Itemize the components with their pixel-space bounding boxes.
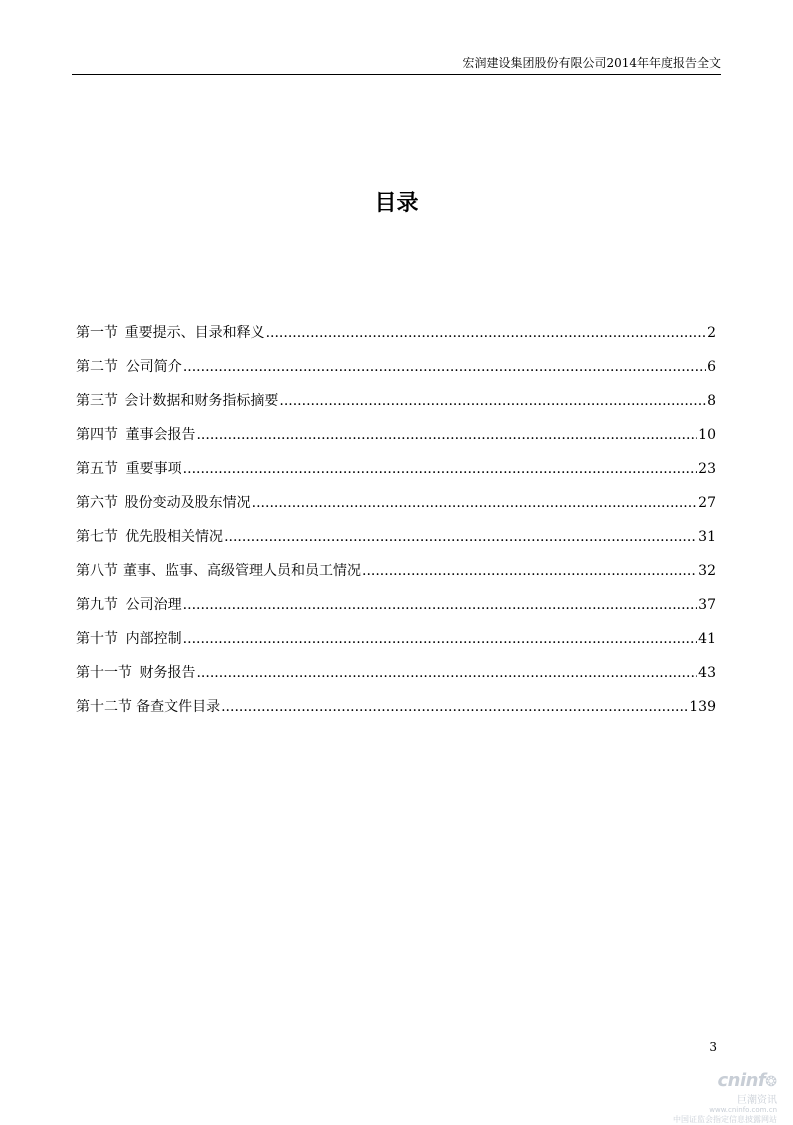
toc-row[interactable] bbox=[76, 696, 716, 730]
toc-section: 第六节 bbox=[76, 495, 118, 511]
toc-row[interactable] bbox=[76, 322, 716, 356]
toc-page-number: 6 bbox=[707, 359, 716, 375]
toc-section: 第七节 bbox=[76, 529, 118, 545]
toc-leader-dots bbox=[183, 594, 698, 616]
toc-title: 备查文件目录 bbox=[136, 699, 221, 715]
toc-title: 董事、监事、高级管理人员和员工情况 bbox=[123, 563, 361, 579]
toc-row[interactable] bbox=[76, 424, 716, 458]
watermark-cn-name: 巨潮资讯 bbox=[737, 1095, 777, 1106]
toc-row[interactable] bbox=[76, 492, 716, 526]
toc-row[interactable] bbox=[76, 390, 716, 424]
toc-leader-dots bbox=[362, 560, 697, 582]
toc-row[interactable] bbox=[76, 628, 716, 662]
toc-title: 会计数据和财务指标摘要 bbox=[124, 393, 279, 409]
toc-leader-dots bbox=[183, 628, 698, 650]
toc-page-number: 8 bbox=[707, 393, 716, 409]
watermark-tagline: 中国证监会指定信息披露网站 bbox=[673, 1115, 777, 1124]
toc-section: 第一节 bbox=[76, 325, 118, 341]
toc-page-number: 43 bbox=[698, 665, 716, 681]
toc-page-number: 32 bbox=[698, 563, 716, 579]
toc-section: 第四节 bbox=[76, 427, 118, 443]
page-title: 目录 bbox=[374, 191, 419, 216]
watermark-url: www.cninfo.com.cn bbox=[709, 1106, 777, 1114]
toc-leader-dots bbox=[196, 662, 697, 684]
toc-page-number: 41 bbox=[698, 631, 716, 647]
toc-title: 公司简介 bbox=[125, 359, 182, 375]
toc-page-number: 27 bbox=[698, 495, 716, 511]
toc-row[interactable] bbox=[76, 458, 716, 492]
toc-section: 第二节 bbox=[76, 359, 118, 375]
toc-page-number: 10 bbox=[698, 427, 716, 443]
toc-page-number: 2 bbox=[707, 325, 716, 341]
toc-leader-dots bbox=[279, 390, 706, 412]
toc-leader-dots bbox=[252, 492, 698, 514]
toc-leader-dots bbox=[266, 322, 707, 344]
cninfo-watermark bbox=[667, 1070, 777, 1125]
page-number: 3 bbox=[709, 1040, 717, 1054]
toc-section: 第十一节 bbox=[76, 665, 132, 681]
swirl-icon: ❂ bbox=[765, 1074, 777, 1090]
toc-page-number: 31 bbox=[698, 529, 716, 545]
header-text: 宏润建设集团股份有限公司2014年年度报告全文 bbox=[462, 56, 721, 70]
toc-leader-dots bbox=[183, 356, 706, 378]
toc-title: 公司治理 bbox=[125, 597, 182, 613]
toc-title: 优先股相关情况 bbox=[125, 529, 224, 545]
toc-section: 第八节 bbox=[76, 563, 118, 579]
toc-title: 重要提示、目录和释义 bbox=[124, 325, 265, 341]
toc-row[interactable] bbox=[76, 356, 716, 390]
toc-title: 财务报告 bbox=[139, 665, 196, 681]
toc-section: 第十节 bbox=[76, 631, 118, 647]
toc-page-number: 139 bbox=[689, 699, 716, 715]
toc-title: 内部控制 bbox=[125, 631, 182, 647]
toc-title: 股份变动及股东情况 bbox=[124, 495, 251, 511]
toc-page-number: 37 bbox=[698, 597, 716, 613]
page-header bbox=[72, 54, 721, 75]
toc-page-number: 23 bbox=[698, 461, 716, 477]
toc-title: 重要事项 bbox=[125, 461, 182, 477]
toc-leader-dots bbox=[224, 526, 697, 548]
toc-title: 董事会报告 bbox=[125, 427, 196, 443]
toc-row[interactable] bbox=[76, 526, 716, 560]
toc-section: 第十二节 bbox=[76, 699, 132, 715]
toc-row[interactable] bbox=[76, 594, 716, 628]
toc-row[interactable] bbox=[76, 662, 716, 696]
toc-row[interactable] bbox=[76, 560, 716, 594]
toc-leader-dots bbox=[221, 696, 688, 718]
toc-section: 第五节 bbox=[76, 461, 118, 477]
toc-leader-dots bbox=[196, 424, 697, 446]
toc-section: 第三节 bbox=[76, 393, 118, 409]
toc-section: 第九节 bbox=[76, 597, 118, 613]
table-of-contents bbox=[76, 322, 716, 730]
toc-leader-dots bbox=[183, 458, 698, 480]
watermark-logo-text: cninf bbox=[717, 1070, 766, 1091]
